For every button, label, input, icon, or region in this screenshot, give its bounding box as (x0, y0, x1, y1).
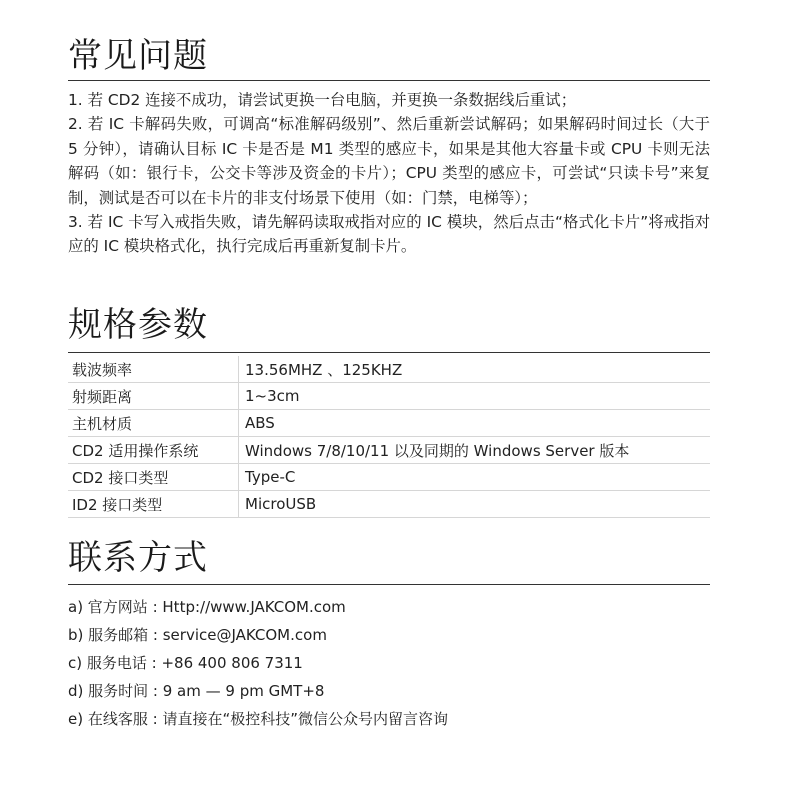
spec-key: 主机材质 (68, 410, 239, 437)
spec-value: 1~3cm (239, 383, 711, 410)
contact-title: 联系方式 (68, 538, 208, 578)
spec-key: 射频距离 (68, 383, 239, 410)
spec-value: Type-C (239, 464, 711, 491)
spec-key: CD2 适用操作系统 (68, 437, 239, 464)
spec-value: ABS (239, 410, 711, 437)
table-row (68, 356, 710, 383)
spec-key: 载波频率 (68, 356, 239, 383)
table-row (68, 383, 710, 410)
faq-item-3: 3. 若 IC 卡写入戒指失败，请先解码读取戒指对应的 IC 模块，然后点击“格式化卡片”将戒指对应的 IC 模块格式化，执行完成后再重新复制卡片。 (68, 213, 710, 256)
faq-list (68, 88, 710, 259)
faq-item-2: 2. 若 IC 卡解码失败，可调高“标准解码级别”、然后重新尝试解码；如果解码时间过长（大于 5 分钟），请确认目标 IC 卡是否是 M1 类型的感应卡，如果是其他大容量卡或 CPU 卡则无法解码（如：银行卡，公交卡等涉及资金的卡片）；CPU 类型的感应卡，可尝试“只读卡号”来复制，测试是否可以在卡片的非支付场景下使用（如：门禁，电梯等）； (68, 115, 710, 207)
specs-title: 规格参数 (68, 305, 208, 345)
contact-email: b) 服务邮箱 : service@JAKCOM.com (68, 626, 327, 644)
spec-value: 13.56MHZ 、125KHZ (239, 356, 711, 383)
table-row (68, 464, 710, 491)
spec-value: Windows 7/8/10/11 以及同期的 Windows Server 版本 (239, 437, 711, 464)
specs-table (68, 356, 710, 518)
table-row (68, 410, 710, 437)
table-row (68, 437, 710, 464)
contact-hours: d) 服务时间 : 9 am — 9 pm GMT+8 (68, 682, 325, 700)
faq-title: 常见问题 (68, 36, 208, 76)
faq-item-1: 1. 若 CD2 连接不成功，请尝试更换一台电脑，并更换一条数据线后重试； (68, 91, 577, 109)
specs-divider (68, 352, 710, 353)
table-row (68, 491, 710, 518)
contact-website: a) 官方网站 : Http://www.JAKCOM.com (68, 598, 346, 616)
contact-phone: c) 服务电话 : +86 400 806 7311 (68, 654, 303, 672)
faq-divider (68, 80, 710, 81)
spec-key: CD2 接口类型 (68, 464, 239, 491)
contact-list (68, 593, 710, 733)
contact-online-service: e) 在线客服 : 请直接在“极控科技”微信公众号内留言咨询 (68, 710, 448, 728)
contact-divider (68, 584, 710, 585)
spec-key: ID2 接口类型 (68, 491, 239, 518)
spec-value: MicroUSB (239, 491, 711, 518)
